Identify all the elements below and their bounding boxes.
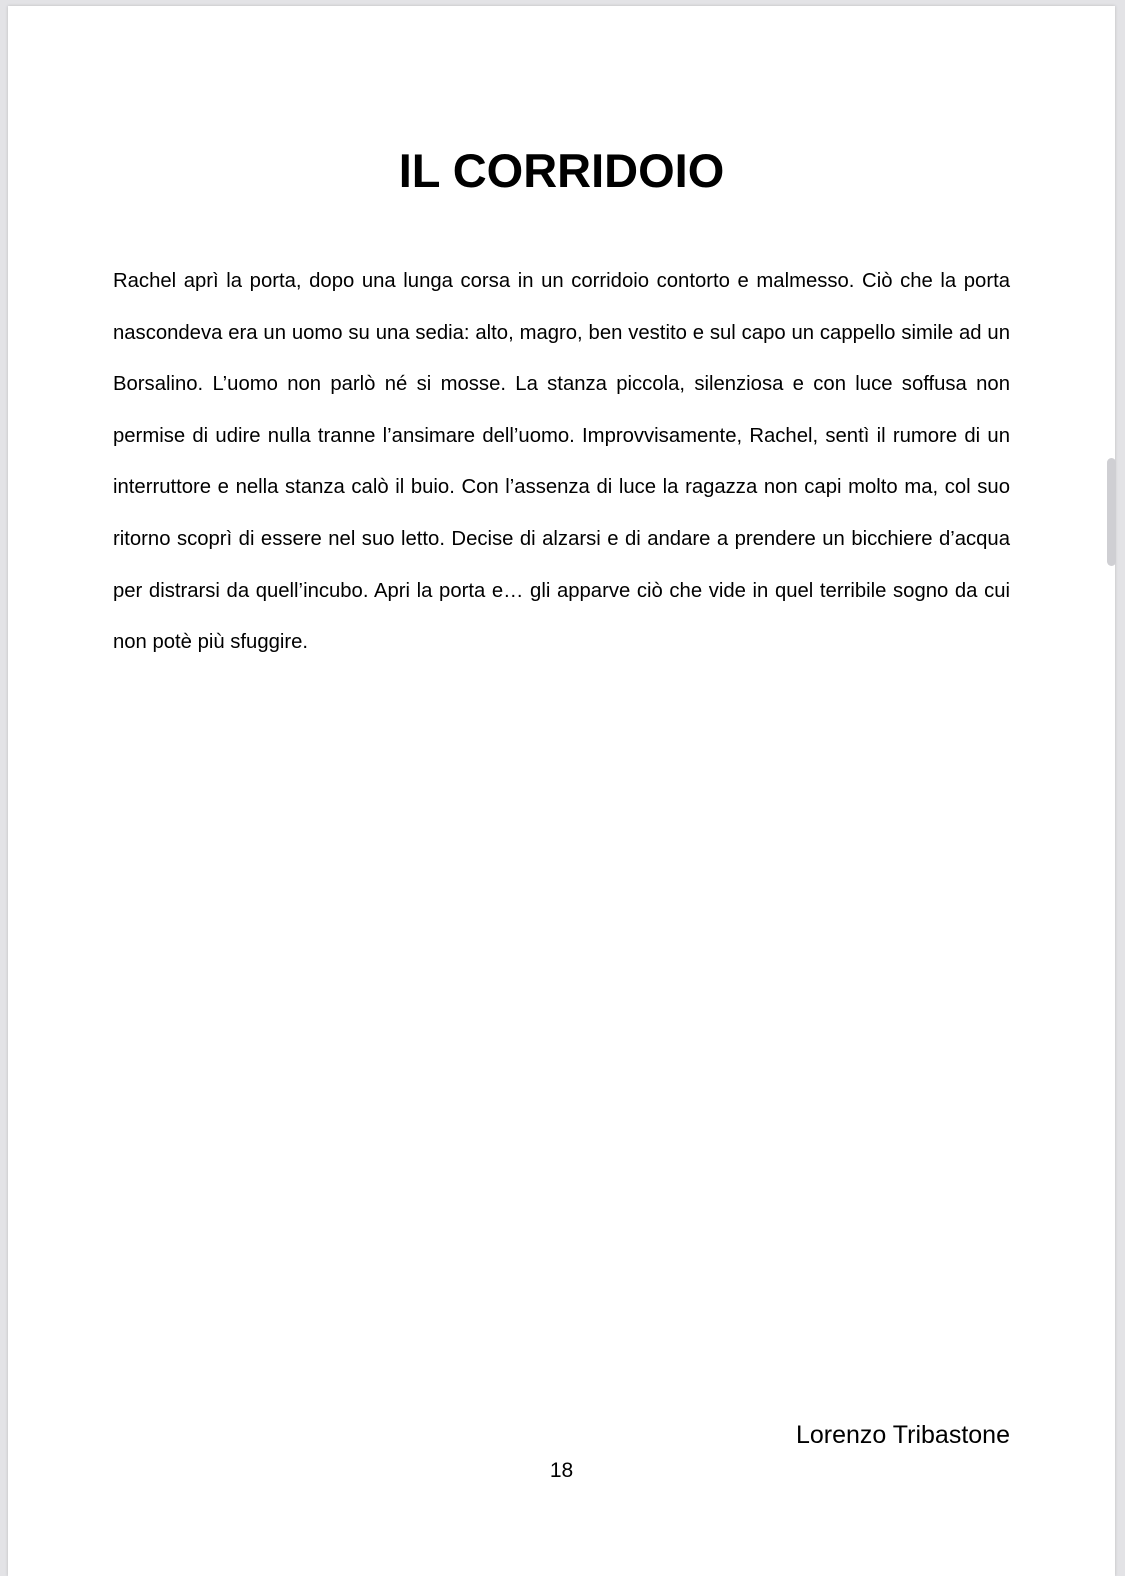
author-name: Lorenzo Tribastone <box>795 1421 1010 1449</box>
story-paragraph: Rachel aprì la porta, dopo una lunga corsa in un corridoio contorto e malmesso. Ciò che la porta nascondeva era un uomo su una sedia: alto, magro, ben vestito e sul capo un cappello simile ad un Borsalino. L’uomo non parlò né si mosse. La stanza piccola, silenziosa e con luce soffusa non permise di udire nulla tranne l’ansimare dell’uomo. Improvvisamente, Rachel, sentì il rumore di un interruttore e nella stanza calò il buio. Con l’assenza di luce la ragazza non capi molto ma, col suo ritorno scoprì di essere nel suo letto. Decise di alzarsi e di andare a prendere un bicchiere d’acqua per distrarsi da quell’incubo. Apri la porta e… gli apparve ciò che vide in quel terribile sogno da cui non potè più sfuggire. <box>113 270 1010 654</box>
page-number: 18 <box>549 1459 574 1482</box>
scrollbar-thumb[interactable] <box>1107 458 1116 566</box>
page-title: IL CORRIDOIO <box>398 144 725 197</box>
document-page <box>8 6 1115 1576</box>
